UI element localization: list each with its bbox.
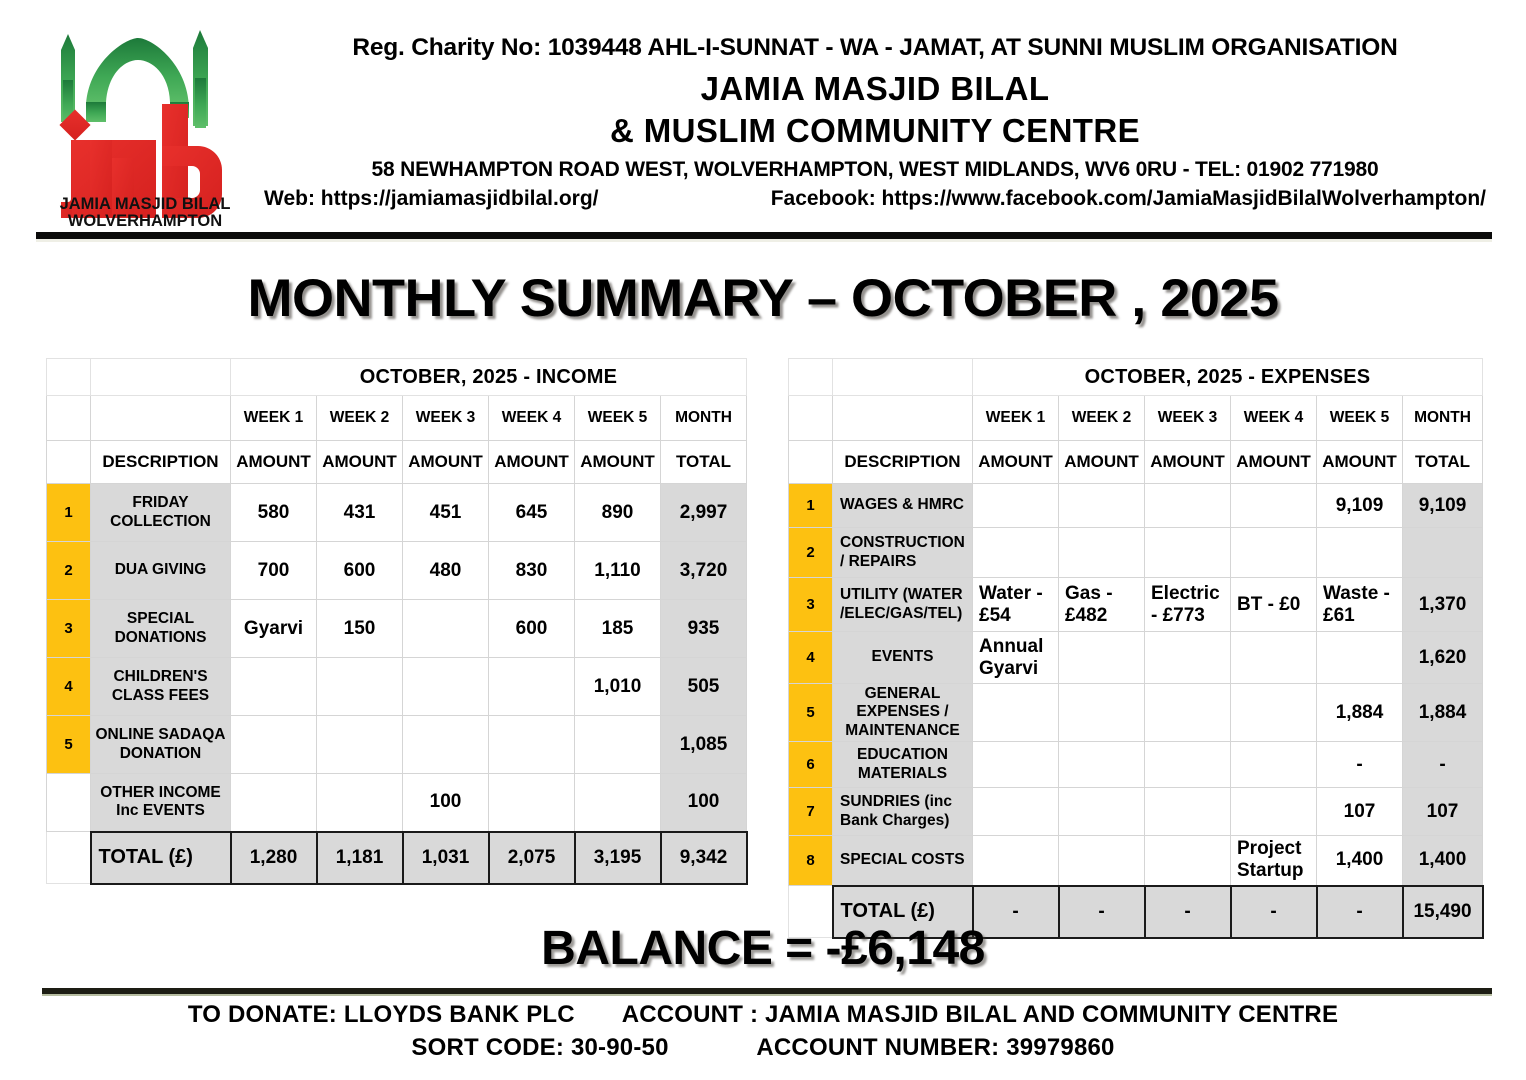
income-cell-week4: 830 <box>489 542 575 600</box>
income-cell-month-total: 1,085 <box>661 716 747 774</box>
expenses-row-index: 8 <box>789 836 833 886</box>
expenses-cell-week3 <box>1145 836 1231 886</box>
expenses-subheader-total: TOTAL <box>1403 441 1483 484</box>
income-cell-month-total: 2,997 <box>661 484 747 542</box>
income-cell-week2 <box>317 774 403 832</box>
income-row-index: 2 <box>47 542 91 600</box>
expenses-caption-row <box>789 359 1483 396</box>
expenses-cell-week2: Gas - £482 <box>1059 578 1145 632</box>
expenses-subheader-amount-4: AMOUNT <box>1231 441 1317 484</box>
income-row-description: OTHER INCOME Inc EVENTS <box>91 774 231 832</box>
expenses-row-index: 3 <box>789 578 833 632</box>
income-cell-week4: 645 <box>489 484 575 542</box>
income-cell-week1: 580 <box>231 484 317 542</box>
expenses-row-description: EDUCATION MATERIALS <box>833 742 973 788</box>
expenses-cell-week1 <box>973 484 1059 528</box>
expenses-cell-week2 <box>1059 836 1145 886</box>
income-col-header-week1: WEEK 1 <box>231 396 317 441</box>
spacer-cell <box>47 359 91 396</box>
expenses-row-index: 4 <box>789 632 833 684</box>
footer <box>0 998 1526 1064</box>
logo-line1: JAMIA MASJID BILAL <box>59 195 231 213</box>
income-cell-week5: 1,010 <box>575 658 661 716</box>
expenses-row-index: 7 <box>789 788 833 836</box>
expenses-cell-week4 <box>1231 742 1317 788</box>
organisation-name-line2: & MUSLIM COMMUNITY CENTRE <box>609 111 1141 149</box>
letterhead-links <box>250 187 1500 211</box>
letterhead <box>0 0 1526 236</box>
expenses-total-month: 15,490 <box>1403 886 1483 938</box>
expenses-subheader-amount-1: AMOUNT <box>973 441 1059 484</box>
facebook-link[interactable]: Facebook: https://www.facebook.com/JamiaMasjidBilalWolverhampton/ <box>770 187 1486 211</box>
expenses-col-header-week5: WEEK 5 <box>1317 396 1403 441</box>
expenses-col-header-week1: WEEK 1 <box>973 396 1059 441</box>
income-subheader-description: DESCRIPTION <box>91 441 231 484</box>
spacer-cell <box>47 832 91 884</box>
income-row-index: 3 <box>47 600 91 658</box>
expenses-total-week5: - <box>1317 886 1403 938</box>
income-cell-month-total: 935 <box>661 600 747 658</box>
expenses-col-header-week3: WEEK 3 <box>1145 396 1231 441</box>
table-row <box>47 716 747 774</box>
expenses-row-description: EVENTS <box>833 632 973 684</box>
table-row <box>47 774 747 832</box>
expenses-col-header-week4: WEEK 4 <box>1231 396 1317 441</box>
spacer-cell <box>91 359 231 396</box>
expenses-subheader-amount-2: AMOUNT <box>1059 441 1145 484</box>
income-row-index: 1 <box>47 484 91 542</box>
income-col-header-week2: WEEK 2 <box>317 396 403 441</box>
table-row <box>47 542 747 600</box>
income-cell-week2 <box>317 658 403 716</box>
expenses-cell-week4 <box>1231 484 1317 528</box>
expenses-cell-month-total <box>1403 528 1483 578</box>
spacer-cell <box>833 396 973 441</box>
expenses-cell-week1: Water - £54 <box>973 578 1059 632</box>
expenses-total-week4: - <box>1231 886 1317 938</box>
expenses-cell-week3 <box>1145 742 1231 788</box>
expenses-cell-month-total: 1,620 <box>1403 632 1483 684</box>
income-cell-week3 <box>403 658 489 716</box>
income-cell-week3: 480 <box>403 542 489 600</box>
income-cell-week5: 185 <box>575 600 661 658</box>
spacer-cell <box>833 359 973 396</box>
expenses-cell-month-total: 1,400 <box>1403 836 1483 886</box>
income-row-description: FRIDAY COLLECTION <box>91 484 231 542</box>
organisation-address: 58 NEWHAMPTON ROAD WEST, WOLVERHAMPTON, WEST MIDLANDS, WV6 0RU - TEL: 01902 771980 <box>371 158 1379 182</box>
expenses-cell-week3 <box>1145 632 1231 684</box>
expenses-subheader-row <box>789 441 1483 484</box>
jmb-logo-graphic <box>42 22 242 234</box>
letterhead-text <box>250 34 1500 211</box>
expenses-cell-week1: Annual Gyarvi <box>973 632 1059 684</box>
income-cell-week4 <box>489 774 575 832</box>
expenses-cell-week4: Project Startup <box>1231 836 1317 886</box>
income-cell-week1: 700 <box>231 542 317 600</box>
expenses-cell-week5: 1,884 <box>1317 684 1403 742</box>
income-row-description: CHILDREN'S CLASS FEES <box>91 658 231 716</box>
income-cell-week2: 431 <box>317 484 403 542</box>
expenses-cell-month-total: - <box>1403 742 1483 788</box>
expenses-row-description: CONSTRUCTION / REPAIRS <box>833 528 973 578</box>
expenses-week-header-row <box>789 396 1483 441</box>
expenses-cell-week1 <box>973 836 1059 886</box>
expenses-cell-week1 <box>973 528 1059 578</box>
income-subheader-total: TOTAL <box>661 441 747 484</box>
letterhead-divider <box>36 232 1492 239</box>
table-row <box>47 600 747 658</box>
income-col-header-week3: WEEK 3 <box>403 396 489 441</box>
table-row <box>789 742 1483 788</box>
account-number: ACCOUNT NUMBER: 39979860 <box>756 1034 1115 1062</box>
income-total-label: TOTAL (£) <box>91 832 231 884</box>
expenses-subheader-description: DESCRIPTION <box>833 441 973 484</box>
income-cell-week4 <box>489 658 575 716</box>
income-total-week1: 1,280 <box>231 832 317 884</box>
expenses-cell-month-total: 1,370 <box>1403 578 1483 632</box>
expenses-total-label: TOTAL (£) <box>833 886 973 938</box>
income-cell-week5: 1,110 <box>575 542 661 600</box>
expenses-cell-week1 <box>973 684 1059 742</box>
table-row <box>789 578 1483 632</box>
expenses-cell-month-total: 9,109 <box>1403 484 1483 528</box>
income-total-week5: 3,195 <box>575 832 661 884</box>
logo-line2: WOLVERHAMPTON <box>67 212 223 230</box>
expenses-cell-week5: 107 <box>1317 788 1403 836</box>
income-caption-row <box>47 359 747 396</box>
organisation-name-line1: JAMIA MASJID BILAL <box>700 70 1050 107</box>
income-total-week2: 1,181 <box>317 832 403 884</box>
expenses-cell-week2 <box>1059 684 1145 742</box>
expenses-cell-week3: Electric - £773 <box>1145 578 1231 632</box>
balance-line <box>0 921 1526 976</box>
balance-value: -£6,148 <box>825 922 985 975</box>
expenses-table <box>788 358 1484 939</box>
expenses-cell-week2 <box>1059 484 1145 528</box>
income-total-month: 9,342 <box>661 832 747 884</box>
page-title-part1: MONTHLY SUMMARY – <box>247 269 852 328</box>
expenses-cell-week4 <box>1231 684 1317 742</box>
spacer-cell <box>789 359 833 396</box>
expenses-cell-week3 <box>1145 684 1231 742</box>
income-subheader-amount-1: AMOUNT <box>231 441 317 484</box>
expenses-cell-week2 <box>1059 788 1145 836</box>
expenses-cell-week4 <box>1231 632 1317 684</box>
expenses-caption: OCTOBER, 2025 - EXPENSES <box>973 359 1483 396</box>
expenses-row-index: 5 <box>789 684 833 742</box>
income-cell-week4 <box>489 716 575 774</box>
spacer-cell <box>789 441 833 484</box>
income-subheader-amount-2: AMOUNT <box>317 441 403 484</box>
income-subheader-amount-5: AMOUNT <box>575 441 661 484</box>
income-cell-week3 <box>403 716 489 774</box>
income-cell-week2: 150 <box>317 600 403 658</box>
expenses-cell-week2 <box>1059 528 1145 578</box>
income-subheader-amount-4: AMOUNT <box>489 441 575 484</box>
expenses-col-header-week2: WEEK 2 <box>1059 396 1145 441</box>
expenses-cell-week3 <box>1145 484 1231 528</box>
income-subheader-amount-3: AMOUNT <box>403 441 489 484</box>
expenses-cell-week2 <box>1059 632 1145 684</box>
table-row <box>789 484 1483 528</box>
spacer-cell <box>47 441 91 484</box>
balance-label: BALANCE = <box>541 922 826 975</box>
expenses-cell-week4: BT - £0 <box>1231 578 1317 632</box>
income-cell-week4: 600 <box>489 600 575 658</box>
expenses-cell-week1 <box>973 742 1059 788</box>
expenses-cell-week5: Waste - £61 <box>1317 578 1403 632</box>
table-row <box>789 788 1483 836</box>
charity-registration-line: Reg. Charity No: 1039448 AHL-I-SUNNAT - WA - JAMAT, AT SUNNI MUSLIM ORGANISATION <box>352 34 1398 61</box>
expenses-total-week2: - <box>1059 886 1145 938</box>
income-cell-week5: 890 <box>575 484 661 542</box>
expenses-row-description: SUNDRIES (inc Bank Charges) <box>833 788 973 836</box>
income-row-description: ONLINE SADAQA DONATION <box>91 716 231 774</box>
expenses-subheader-amount-5: AMOUNT <box>1317 441 1403 484</box>
expenses-cell-week5: 1,400 <box>1317 836 1403 886</box>
expenses-cell-week3 <box>1145 528 1231 578</box>
expenses-subheader-amount-3: AMOUNT <box>1145 441 1231 484</box>
income-total-week3: 1,031 <box>403 832 489 884</box>
jmb-logo <box>42 22 242 234</box>
expenses-cell-month-total: 107 <box>1403 788 1483 836</box>
income-cell-week1: Gyarvi <box>231 600 317 658</box>
expenses-cell-week5: - <box>1317 742 1403 788</box>
income-row-index: 4 <box>47 658 91 716</box>
expenses-row-index: 6 <box>789 742 833 788</box>
income-total-row <box>47 832 747 884</box>
income-table <box>46 358 748 885</box>
donate-bank-label: TO DONATE: LLOYDS BANK PLC <box>187 1001 575 1028</box>
income-cell-week5 <box>575 716 661 774</box>
income-col-header-week5: WEEK 5 <box>575 396 661 441</box>
income-cell-week1 <box>231 774 317 832</box>
income-row-index <box>47 774 91 832</box>
income-week-header-row <box>47 396 747 441</box>
page-title-part2: OCTOBER , 2025 <box>851 269 1279 328</box>
expenses-row-description: GENERAL EXPENSES / MAINTENANCE <box>833 684 973 742</box>
expenses-cell-week5 <box>1317 528 1403 578</box>
income-total-week4: 2,075 <box>489 832 575 884</box>
spacer-cell <box>91 396 231 441</box>
income-cell-week1 <box>231 658 317 716</box>
page-title <box>0 268 1526 329</box>
expenses-cell-week1 <box>973 788 1059 836</box>
website-link[interactable]: Web: https://jamiamasjidbilal.org/ <box>264 187 599 211</box>
spacer-cell <box>789 396 833 441</box>
income-subheader-row <box>47 441 747 484</box>
expenses-cell-week5 <box>1317 632 1403 684</box>
income-cell-week2: 600 <box>317 542 403 600</box>
income-row-index: 5 <box>47 716 91 774</box>
expenses-total-week1: - <box>973 886 1059 938</box>
income-cell-month-total: 505 <box>661 658 747 716</box>
table-row <box>789 684 1483 742</box>
income-cell-month-total: 3,720 <box>661 542 747 600</box>
table-row <box>47 658 747 716</box>
expenses-row-index: 1 <box>789 484 833 528</box>
income-col-header-week4: WEEK 4 <box>489 396 575 441</box>
income-col-header-month: MONTH <box>661 396 747 441</box>
income-cell-week1 <box>231 716 317 774</box>
table-row <box>47 484 747 542</box>
income-cell-month-total: 100 <box>661 774 747 832</box>
expenses-row-description: SPECIAL COSTS <box>833 836 973 886</box>
expenses-row-description: WAGES & HMRC <box>833 484 973 528</box>
footer-divider <box>42 988 1492 996</box>
income-cell-week5 <box>575 774 661 832</box>
table-row <box>789 528 1483 578</box>
income-cell-week2 <box>317 716 403 774</box>
table-row <box>789 836 1483 886</box>
expenses-cell-week2 <box>1059 742 1145 788</box>
expenses-cell-month-total: 1,884 <box>1403 684 1483 742</box>
income-row-description: SPECIAL DONATIONS <box>91 600 231 658</box>
sort-code: SORT CODE: 30-90-50 <box>411 1034 669 1062</box>
expenses-cell-week4 <box>1231 788 1317 836</box>
income-cell-week3: 451 <box>403 484 489 542</box>
account-name: ACCOUNT : JAMIA MASJID BILAL AND COMMUNITY CENTRE <box>621 1001 1339 1028</box>
income-cell-week3 <box>403 600 489 658</box>
expenses-cell-week5: 9,109 <box>1317 484 1403 528</box>
income-cell-week3: 100 <box>403 774 489 832</box>
expenses-row-description: UTILITY (WATER /ELEC/GAS/TEL) <box>833 578 973 632</box>
expenses-cell-week4 <box>1231 528 1317 578</box>
expenses-cell-week3 <box>1145 788 1231 836</box>
table-row <box>789 632 1483 684</box>
expenses-row-index: 2 <box>789 528 833 578</box>
income-row-description: DUA GIVING <box>91 542 231 600</box>
spacer-cell <box>47 396 91 441</box>
income-caption: OCTOBER, 2025 - INCOME <box>231 359 747 396</box>
expenses-col-header-month: MONTH <box>1403 396 1483 441</box>
expenses-total-week3: - <box>1145 886 1231 938</box>
